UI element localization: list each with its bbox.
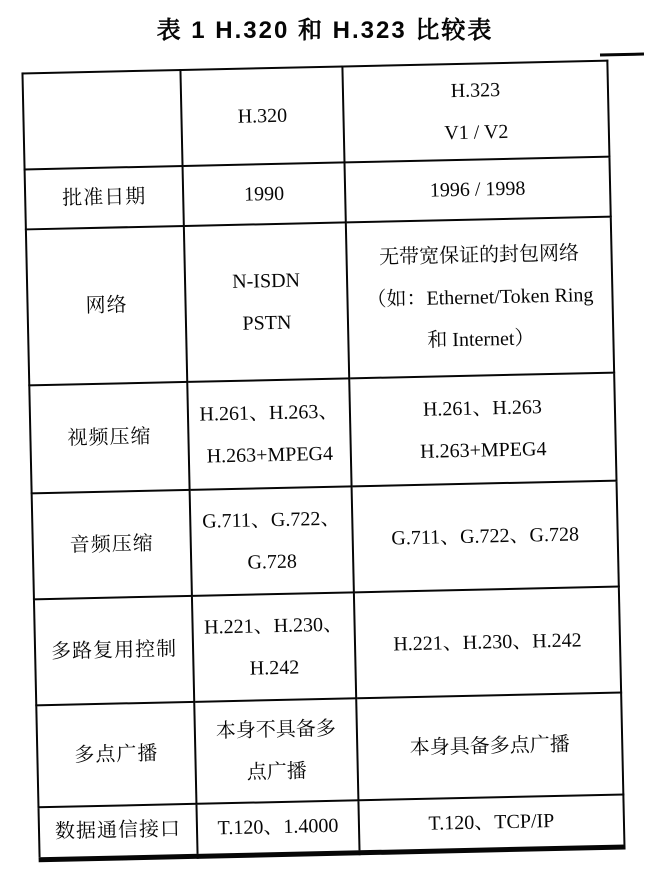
h320-column-header: H.320 bbox=[180, 66, 344, 166]
table-row-video-compression bbox=[29, 373, 616, 494]
scan-artifact-mark bbox=[600, 53, 644, 57]
h320-cell: T.120、1.4000 bbox=[196, 800, 359, 856]
comparison-table-grid bbox=[21, 60, 625, 862]
row-label: 多路复用控制 bbox=[34, 596, 194, 705]
row-label: 多点广播 bbox=[36, 702, 196, 807]
h320-cell: G.711、G.722、 G.728 bbox=[190, 486, 354, 596]
comparison-table bbox=[21, 60, 623, 862]
h323-cell: 1996 / 1998 bbox=[344, 157, 610, 223]
table-row-network bbox=[26, 217, 614, 386]
h323-cell: G.711、G.722、G.728 bbox=[352, 481, 619, 593]
h320-cell: H.221、H.230、 H.242 bbox=[192, 592, 356, 702]
h323-column-header: H.323 V1 / V2 bbox=[342, 61, 609, 163]
h323-cell: H.221、H.230、H.242 bbox=[354, 587, 621, 699]
h320-cell: H.261、H.263、 H.263+MPEG4 bbox=[187, 378, 351, 490]
row-label: 视频压缩 bbox=[29, 382, 189, 493]
row-label: 批准日期 bbox=[25, 166, 184, 229]
corner-cell bbox=[22, 70, 182, 169]
h320-cell: 本身不具备多 点广播 bbox=[194, 698, 358, 804]
row-label: 网络 bbox=[26, 226, 187, 385]
table-row-audio-compression bbox=[32, 481, 619, 600]
h320-cell: N-ISDN PSTN bbox=[184, 222, 349, 381]
table-row-multipoint-broadcast bbox=[36, 693, 623, 808]
h323-cell: H.261、H.263 H.263+MPEG4 bbox=[349, 373, 616, 487]
h323-cell: T.120、TCP/IP bbox=[358, 795, 624, 853]
header-row bbox=[22, 61, 609, 170]
row-label: 数据通信接口 bbox=[38, 804, 197, 859]
h320-cell: 1990 bbox=[183, 162, 346, 226]
table-title: 表 1 H.320 和 H.323 比较表 bbox=[156, 17, 494, 44]
h323-cell: 本身具备多点广播 bbox=[356, 693, 623, 801]
table-row-multiplex-control bbox=[34, 587, 621, 706]
row-label: 音频压缩 bbox=[32, 490, 192, 599]
h323-cell: 无带宽保证的封包网络 （如：Ethernet/Token Ring 和 Internet） bbox=[346, 217, 614, 379]
